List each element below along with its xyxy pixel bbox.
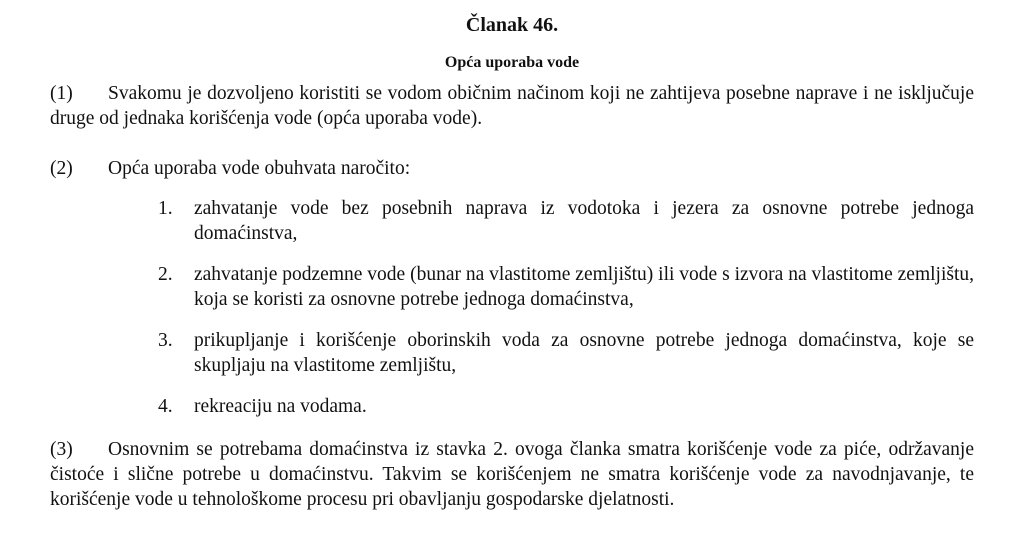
article-title: Članak 46. <box>465 14 559 36</box>
list-item-number: 4. <box>158 396 173 417</box>
paragraph-2 <box>50 156 974 181</box>
list-item-text: zahvatanje podzemne vode (bunar na vlastitome zemljištu) ili vode s izvora na vlastitome zemljištu, koja se koristi za osnovne potrebe jednoga domaćinstva, <box>194 264 974 310</box>
list-item <box>158 262 974 312</box>
list-item-text: prikupljanje i korišćenje oborinskih voda za osnovne potrebe jednoga domaćinstva, koje se skupljaju na vlastitome zemljištu, <box>194 330 974 376</box>
list-item-number: 2. <box>158 264 173 285</box>
paragraph-2-number: (2) <box>50 158 73 179</box>
article-subtitle: Opća uporaba vode <box>444 54 580 71</box>
list-item-text: zahvatanje vode bez posebnih naprava iz vodotoka i jezera za osnovne potrebe jednoga domaćinstva, <box>194 198 974 244</box>
paragraph-2-text: Opća uporaba vode obuhvata naročito: <box>108 158 411 179</box>
paragraph-1 <box>50 81 974 131</box>
paragraph-1-number: (1) <box>50 83 73 104</box>
paragraph-3-number: (3) <box>50 439 73 460</box>
list-item-number: 3. <box>158 330 173 351</box>
paragraph-2-list <box>50 196 974 419</box>
list-item <box>158 328 974 378</box>
paragraph-3 <box>50 437 974 512</box>
list-item <box>158 394 974 419</box>
paragraph-1-text: Svakomu je dozvoljeno koristiti se vodom običnim načinom koji ne zahtijeva posebne naprave i ne isključuje druge od jednaka korišćenja vode (opća uporaba vode). <box>50 83 974 129</box>
list-item-text: rekreaciju na vodama. <box>194 396 367 417</box>
paragraph-3-text: Osnovnim se potrebama domaćinstva iz stavka 2. ovoga članka smatra korišćenje vode za piće, održavanje čistoće i slične potrebe u domaćinstvu. Takvim se korišćenjem ne smatra korišćenje vode za navodnjavanje, te korišćenje vode u tehnološkome procesu pri obavljanju gospodarske djelatnosti. <box>50 439 974 510</box>
list-item <box>158 196 974 246</box>
list-item-number: 1. <box>158 198 173 219</box>
